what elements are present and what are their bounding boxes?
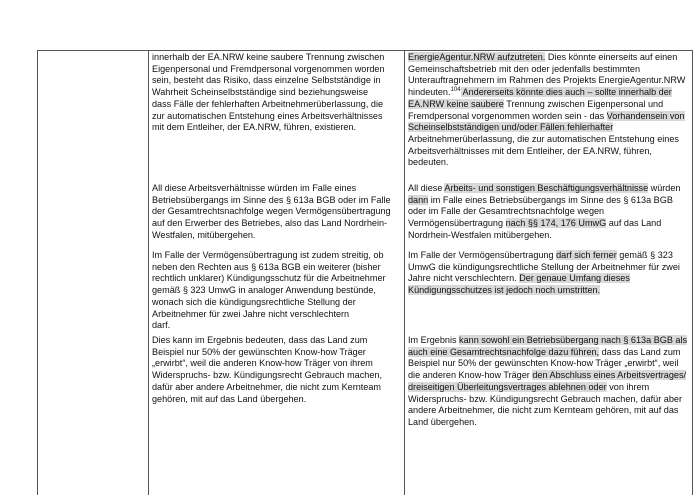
revised-p1-text-b: Dies könnte einerseits auf einen Gemeinschaftsbetrieb mit den oder jedenfalls bestimmten Unterauftragnehmern im Rahmen des Projekts EnergieAgentur.NRW hindeuten. (408, 52, 686, 98)
revised-p4-text-c: dass das Land zum Beispiel nur 50% der gewünschten Know-how Träger „erwirbt“, weil die anderen Know-how Träger (408, 346, 681, 381)
revised-p4-text-e: von ihrem Widerspruchs- bzw. Kündigungsrecht Gebrauch machen, dafür aber andere Arbeitnehmer, die nicht zum Kernteam gehören, mit auf das Land übergehen. (408, 381, 682, 427)
footnote-marker[interactable]: 104 (450, 87, 461, 94)
original-paragraph-1-text: innerhalb der EA.NRW keine saubere Trennung zwischen Eigenpersonal und Fremdpersonal vorgenommen worden sein, besteht das Risiko, dass einzelne Selbstständige in Wahrheit Scheinselbstständige sind beziehungsweise dass Fälle der fehlerhaften Arbeitnehmerüberlassung, die zur automatischen Entstehung eines Arbeitsverhältnisses (152, 52, 385, 121)
original-paragraph-3-end: darf. (152, 320, 171, 331)
revised-p1-text-d: Trennung zwischen Eigenpersonal und Fremdpersonal vorgenommen worden sein - das (408, 98, 664, 121)
original-paragraph-1 (152, 52, 388, 134)
revised-p3-highlight-b: darf sich ferner (556, 250, 617, 260)
revised-p1-highlight-e: Vorhandensein von Scheinselbstständigen und/oder Fällen fehlerhafter (408, 110, 685, 133)
table-border-col1 (148, 50, 149, 495)
revised-p1-highlight-c: Andererseits könnte dies auch – sollte innerhalb der EA.NRW keine saubere (408, 87, 672, 109)
original-paragraph-3-text: Im Falle der Vermögensübertragung ist zudem streitig, ob neben den Rechten aus § 613a BGB ein weiterer (bisher rechtlich unklarer) Kündigungsschutz für die Arbeitnehmer gemäß § 323 UmwG in analoger Anwendung bestünde, wonach sich die kündigungsrechtliche Stellung der Arbeitnehmer für zwei Jahre nicht verschlechtern (152, 250, 386, 319)
revised-p3-text-c: gemäß § 323 UmwG die kündigungsrechtliche Stellung der Arbeitnehmer für zwei Jahre nicht verschlechtern. (408, 250, 680, 284)
revised-p2-highlight-b: Arbeits- und sonstigen Beschäftigungsverhältnisse (444, 183, 649, 193)
revised-paragraph-2 (408, 183, 690, 242)
revised-p4-text-a: Im Ergebnis (408, 335, 460, 345)
revised-p2-highlight-f: nach §§ 174, 176 UmwG (505, 218, 607, 229)
original-paragraph-1-end: mit dem Entleiher, der EA.NRW, führen, existieren. (152, 122, 357, 133)
revised-p3-highlight-d: Der genaue Umfang dieses Kündigungsschutzes ist jedoch noch umstritten. (408, 273, 630, 296)
table-border-left (37, 50, 38, 495)
table-border-col2 (404, 50, 405, 495)
revised-p1-highlight-a: EnergieAgentur.NRW aufzutreten. (408, 52, 546, 62)
revised-p3-text-a: Im Falle der Vermögensübertragung (408, 250, 557, 260)
original-paragraph-2: All diese Arbeitsverhältnisse würden im Falle eines Betriebsübergangs im Sinne des § 613a BGB oder im Falle der Gesamtrechtsnachfolge wegen Vermögensübertragung auf den Erwerber des Betriebes, also das Land Nordrhein-Westfalen, mitübergehen. (152, 183, 391, 240)
revised-p4-highlight-b: kann sowohl ein Betriebsübergang nach § 613a BGB als auch eine Gesamtrechtsnachfolge dazu führen, (408, 335, 688, 357)
revised-p4-highlight-d: den Abschluss eines Arbeitsvertrages/ dreiseitigen Überleitungsvertrages ablehnen oder (408, 370, 687, 392)
revised-paragraph-1 (408, 52, 690, 169)
revised-p2-text-g: auf das Land Nordrhein-Westfalen mitübergehen. (408, 218, 662, 240)
revised-p2-text-a: All diese (408, 183, 445, 193)
revised-paragraph-4 (408, 335, 690, 429)
table-border-right (692, 50, 693, 495)
revised-p2-text-c: würden (648, 183, 681, 193)
original-paragraph-4: Dies kann im Ergebnis bedeuten, dass das Land zum Beispiel nur 50% der gewünschten Know-how Träger „erwirbt“, weil die anderen Know-how Träger von ihrem Widerspruchs- bzw. Kündigungsrecht Gebrauch machen, dafür aber andere Arbeitnehmer, die nicht zum Kernteam gehören, mit auf das Land übergehen. (152, 335, 382, 404)
revised-paragraph-3 (408, 250, 690, 297)
revised-p1-text-f: Arbeitnehmerüberlassung, die zur automatischen Entstehung eines Arbeitsverhältnisses mit dem Entleiher, der EA.NRW, führen, bedeuten. (408, 133, 679, 168)
revised-p2-text-e: im Falle eines Betriebsübergangs im Sinne des § 613a BGB oder im Falle der Gesamtrechtsnachfolge wegen Vermögensübertragung (408, 194, 673, 229)
original-paragraph-3 (152, 250, 392, 332)
original-text-column (152, 52, 396, 404)
revised-p2-highlight-d: dann (408, 194, 429, 205)
revised-text-column (408, 52, 690, 427)
table-top-border-right (404, 50, 693, 51)
